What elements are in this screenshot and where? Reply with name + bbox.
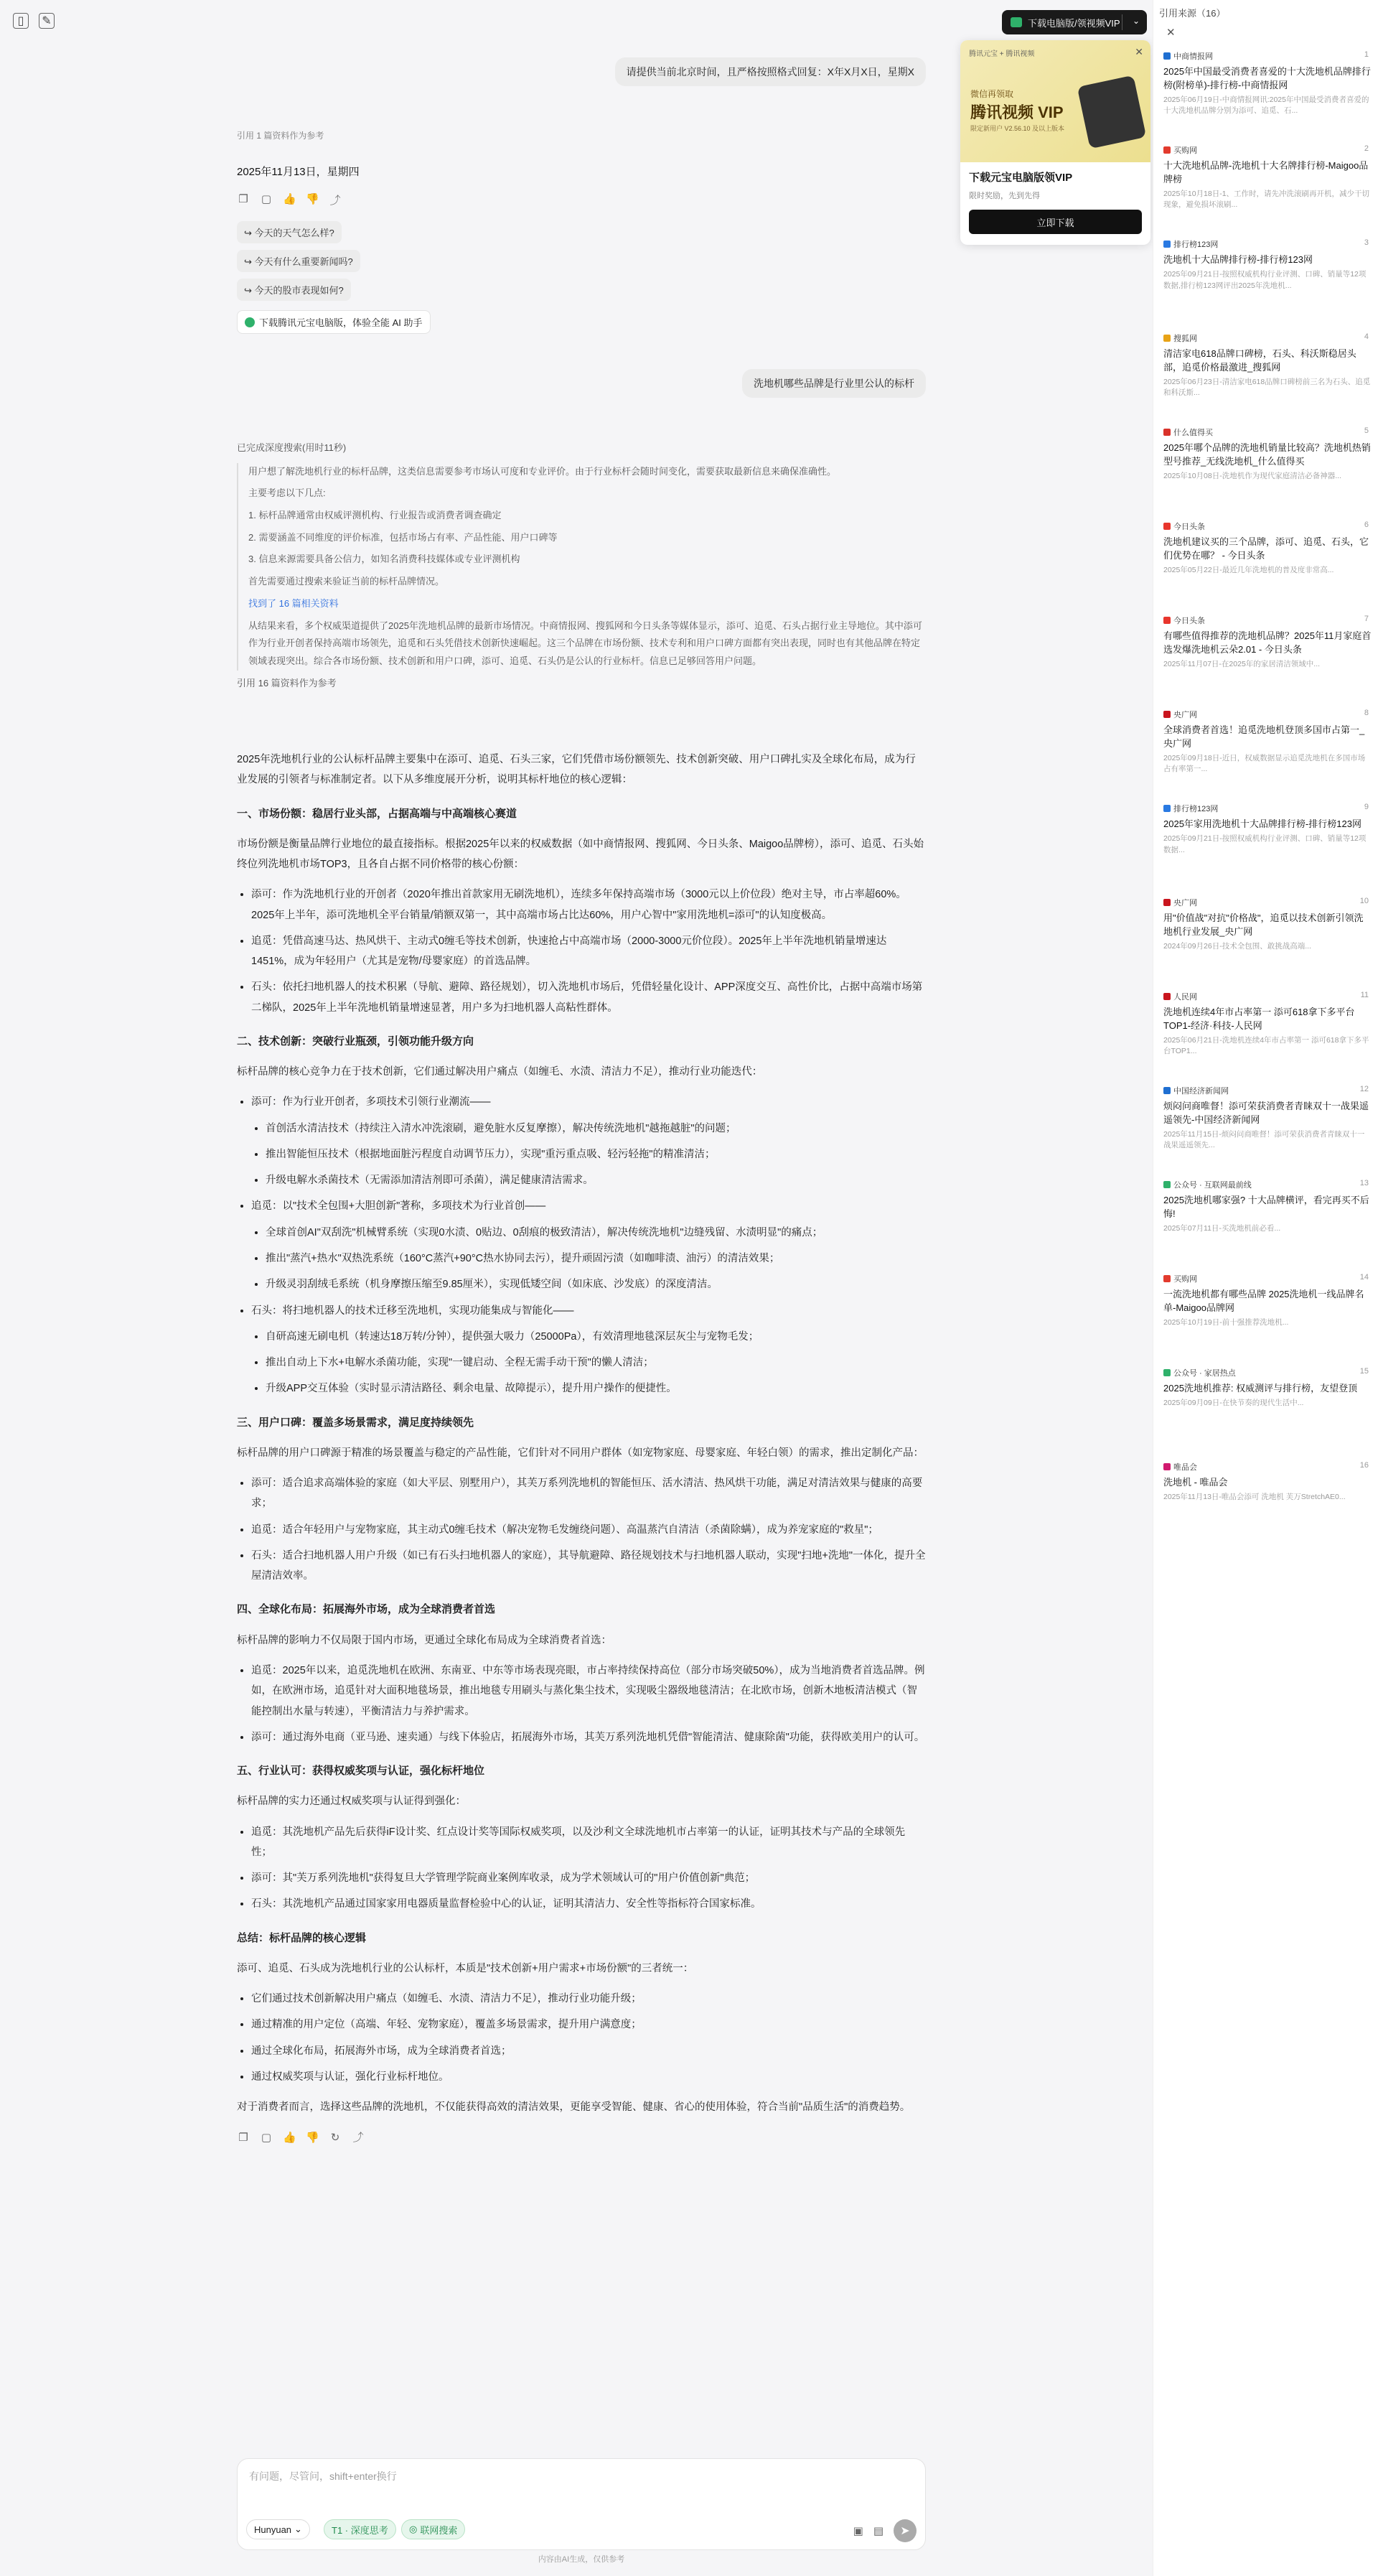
- reference-desc: 2025年09月09日-在快节奏的现代生活中...: [1163, 1398, 1304, 1407]
- reference-item[interactable]: [1163, 1273, 1372, 1340]
- section-para: 市场份额是衡量品牌行业地位的最直接指标。根据2025年以来的权威数据（如中商情报网、搜狐网、今日头条、Maigoo品牌榜），添可、追觅、石头始终位列洗地机市场TOP3，且各自占据不同价格带的核心份额：: [237, 838, 924, 871]
- source-name: 买购网: [1173, 146, 1197, 155]
- source-name: 搜狐网: [1173, 335, 1197, 343]
- thumbs-up-icon[interactable]: 👍: [283, 193, 296, 205]
- list-item: • 石头：适合扫地机器人用户升级（如已有石头扫地机器人的家庭），其导航避障、路径规划技术与扫地机器人联动，实现"扫地+洗地"一体化，提升全屋清洁效率。: [251, 1546, 926, 1587]
- list-item: • 追觅：其洗地机产品先后获得iF设计奖、红点设计奖等国际权威奖项，以及沙利文全球洗地机市占率第一的认证，证明其技术与产品的全球领先性；: [251, 1822, 926, 1863]
- reference-number: 16: [1359, 1461, 1369, 1470]
- input-tools: [853, 2519, 917, 2542]
- section-heading: 二、技术创新：突破行业瓶颈，引领功能升级方向: [237, 1035, 474, 1047]
- list-item: • 添可：作为洗地机行业的开创者（2020年推出首款家用无刷洗地机），连续多年保持高端市场（3000元以上价位段）绝对主导，市占率超60%。2025年上半年，添可洗地机全平台销量/销额双第一，其中高端市场占比达60%，用户心智中"家用洗地机=添可"的认知度极高。: [251, 885, 926, 925]
- reference-number: 5: [1364, 426, 1369, 435]
- thinking-point: 1. 标杆品牌通常由权威评测机构、行业报告或消费者调查确定: [248, 510, 502, 521]
- reference-source: [1163, 709, 1372, 720]
- vip-promo-card: [960, 40, 1150, 245]
- list-item: • 追觅：适合年轻用户与宠物家庭，其主动式0缠毛技术（解决宠物毛发缠绕问题）、高温蒸汽自清洁（杀菌除螨），成为养宠家庭的"救星"；: [251, 1520, 926, 1540]
- app-illustration: [1077, 75, 1147, 149]
- reference-source: [1163, 238, 1372, 250]
- yuanbao-icon: [245, 317, 255, 327]
- list-item: • 追觅：2025年以来，追觅洗地机在欧洲、东南亚、中东等市场表现亮眼，市占率持续保持高位（部分市场突破50%），成为当地消费者首选品牌。例如，在欧洲市场，追觅针对大面积地毯场景，推出地毯专用刷头与蒸化集尘技术，实现吸尘器级地毯清洁；在北欧市场，创新木地板清洁模式（智能控制出水量与转速），平衡清洁力与养护需求。: [251, 1661, 926, 1722]
- new-chat-icon[interactable]: ✎: [39, 13, 55, 29]
- regenerate-icon[interactable]: ↻: [330, 2132, 340, 2145]
- chevron-down-icon: ⌄: [294, 2524, 302, 2534]
- thumbs-down-icon[interactable]: 👎: [306, 2132, 319, 2145]
- reference-number: 1: [1364, 50, 1369, 59]
- source-name: 中国经济新闻网: [1173, 1087, 1229, 1096]
- reference-title[interactable]: 2025年家用洗地机十大品牌排行榜-排行榜123网: [1163, 818, 1361, 829]
- vip-banner: [960, 40, 1150, 162]
- source-name: 唯品会: [1173, 1463, 1197, 1472]
- reference-source: [1163, 1461, 1372, 1473]
- reference-item[interactable]: [1163, 1179, 1372, 1246]
- close-icon[interactable]: ✕: [1135, 46, 1143, 57]
- download-label: 下载电脑版/领视频VIP: [1028, 17, 1120, 29]
- source-logo-icon: [1163, 993, 1171, 1000]
- source-name: 今日头条: [1173, 617, 1205, 625]
- source-logo-icon: [1163, 52, 1171, 60]
- suggestion-3[interactable]: ↪ 今天的股市表现如何?: [237, 279, 351, 301]
- reference-number: 4: [1364, 332, 1369, 341]
- cite-count[interactable]: 引用 1 篇资料作为参考: [237, 131, 324, 141]
- reference-item[interactable]: [1163, 991, 1372, 1058]
- sub-list-item: • 推出智能恒压技术（根据地面脏污程度自动调节压力），实现"重污重点吸、轻污轻拖"的精准清洁；: [266, 1144, 926, 1165]
- source-logo-icon: [1163, 146, 1171, 154]
- reference-source: [1163, 332, 1372, 344]
- reference-number: 2: [1364, 144, 1369, 153]
- reference-item[interactable]: [1163, 803, 1372, 856]
- date-answer: 2025年11月13日，星期四: [237, 166, 360, 178]
- answer-body: [237, 739, 926, 2149]
- reference-number: 9: [1364, 803, 1369, 811]
- section-para: 标杆品牌的核心竞争力在于技术创新，它们通过解决用户痛点（如缠毛、水渍、清洁力不足），推动行业功能迭代：: [237, 1066, 763, 1078]
- reference-title[interactable]: 一流洗地机都有哪些品牌 2025洗地机一线品牌名单-Maigoo品牌网: [1163, 1289, 1364, 1313]
- summary-item: • 它们通过技术创新解决用户痛点（如缠毛、水渍、清洁力不足），推动行业功能升级；: [251, 1989, 926, 2009]
- summary-para: 添可、追觅、石头成为洗地机行业的公认标杆，本质是"技术创新+用户需求+市场份额"的三者统一：: [237, 1962, 694, 1974]
- reference-title[interactable]: 2025年中国最受消费者喜爱的十大洗地机品牌排行榜(附榜单)-排行榜-中商情报网: [1163, 66, 1371, 90]
- reference-title[interactable]: 2025年哪个品牌的洗地机销量比较高？洗地机热销型号推荐_无线洗地机_什么值得买: [1163, 442, 1371, 467]
- thinking-point: 3. 信息来源需要具备公信力，如知名消费科技媒体或专业评测机构: [248, 554, 520, 565]
- list-item: • 添可：通过海外电商（亚马逊、速卖通）与线下体验店，拓展海外市场，其芙万系列洗地机凭借"智能清洁、健康除菌"功能，获得欧美用户的认可。: [251, 1727, 926, 1747]
- reference-source: [1163, 1085, 1372, 1096]
- reference-desc: 2025年06月23日-清洁家电618品牌口碑榜前三名为石头、追觅和科沃斯...: [1163, 377, 1371, 398]
- reference-number: 13: [1359, 1179, 1369, 1187]
- deep-think-label: T1 · 深度思考: [332, 2524, 388, 2536]
- list-item: 添可：作为行业开创者，多项技术引领行业潮流——: [251, 1096, 491, 1109]
- thumbs-down-icon[interactable]: 👎: [306, 193, 319, 205]
- bookmark-icon[interactable]: ▢: [261, 2132, 272, 2145]
- vip-banner-line1: 微信再领取: [970, 89, 1014, 99]
- reference-source: [1163, 521, 1372, 532]
- close-icon[interactable]: ✕: [1166, 27, 1176, 39]
- list-item: 追觅：以"技术全包围+大胆创新"著称，多项技术为行业首创——: [251, 1200, 546, 1213]
- reference-title[interactable]: 清洁家电618品牌口碑榜，石头、科沃斯稳居头部，追觅价格最激进_搜狐网: [1163, 348, 1356, 373]
- reference-desc: 2025年07月11日-买洗地机前必看...: [1163, 1223, 1281, 1233]
- reference-desc: 2025年10月19日-前十强推荐洗地机...: [1163, 1317, 1289, 1327]
- source-logo-icon: [1163, 617, 1171, 624]
- vip-banner-line3: 限定新用户 V2.56.10 及以上版本: [970, 125, 1065, 132]
- bookmark-icon[interactable]: ▢: [261, 193, 272, 205]
- summary-item: • 通过精准的用户定位（高端、年轻、宠物家庭），覆盖多场景需求，提升用户满意度；: [251, 2015, 926, 2035]
- chevron-down-icon[interactable]: ⌄: [1132, 16, 1140, 26]
- thinking-p2: 主要考虑以下几点:: [248, 487, 326, 499]
- source-name: 什么值得买: [1173, 429, 1213, 437]
- reference-desc: 2025年09月18日-近日，权威数据显示追觅洗地机在多国市场占有率第一...: [1163, 753, 1366, 774]
- list-item: • 追觅：凭借高速马达、热风烘干、主动式0缠毛等技术创新，快速抢占中高端市场（2000-3000元价位段）。2025年上半年洗地机销量增速达1451%，成为年轻用户（尤其是宠物/母婴家庭）的首选品牌。: [251, 931, 926, 972]
- reference-source: [1163, 897, 1372, 908]
- reference-title[interactable]: 洗地机连续4年市占率第一 添可618拿下多平台TOP1-经济·科技-人民网: [1163, 1007, 1355, 1031]
- source-name: 公众号 · 互联网最前线: [1173, 1181, 1252, 1190]
- reference-source: [1163, 426, 1372, 438]
- reference-source: [1163, 144, 1372, 156]
- sub-list-item: • 全球首创AI"双刮洗"机械臂系统（实现0水渍、0贴边、0刮痕的极致清洁），解决传统洗地机"边缝残留、水渍明显"的痛点；: [266, 1223, 926, 1243]
- reference-item[interactable]: [1163, 709, 1372, 775]
- reference-desc: 2025年11月13日-唯品会添可 洗地机 芙万StretchAE0...: [1163, 1492, 1346, 1501]
- answer-actions-2: [237, 2127, 926, 2148]
- suggestion-1[interactable]: ↪ 今天的天气怎么样?: [237, 221, 342, 243]
- source-logo-icon: [1163, 1275, 1171, 1282]
- reference-desc: 2025年11月15日-烦闷问商唯督！添可荣获消费者青睐双十一战果遥遥领先...: [1163, 1129, 1365, 1150]
- vip-download-button[interactable]: 立即下载: [969, 210, 1142, 234]
- reference-source: [1163, 50, 1372, 62]
- copy-icon[interactable]: ❐: [238, 2132, 248, 2145]
- promo-text: 下载腾讯元宝电脑版，体验全能 AI 助手: [259, 317, 423, 328]
- vip-subtitle: 限时奖励，先到先得: [969, 192, 1040, 200]
- reference-number: 3: [1364, 238, 1369, 247]
- top-left-toolbar: [13, 13, 55, 29]
- reference-desc: 2025年06月19日-中商情报网讯:2025年中国最受消费者喜爱的十大洗地机品牌分别为添可、追觅、石...: [1163, 95, 1369, 116]
- closing-para: 对于消费者而言，选择这些品牌的洗地机，不仅能获得高效的清洁效果，更能享受智能、健康、省心的使用体验，符合当前"品质生活"的消费趋势。: [237, 2101, 911, 2114]
- sub-list-item: • 升级电解水杀菌技术（无需添加清洁剂即可杀菌），满足健康清洁需求。: [266, 1170, 926, 1190]
- reference-title[interactable]: 洗地机建议买的三个品牌，添可、追觅、石头，它们优势在哪？ - 今日头条: [1163, 536, 1369, 561]
- references-header: 引用来源（16）: [1159, 8, 1226, 19]
- reference-source: [1163, 1367, 1372, 1378]
- sidebar-toggle-icon[interactable]: ▯: [13, 13, 29, 29]
- source-name: 央广网: [1173, 711, 1197, 719]
- reference-item[interactable]: [1163, 521, 1372, 587]
- list-item: 石头：将扫地机器人的技术迁移至洗地机，实现功能集成与智能化——: [251, 1305, 574, 1317]
- source-name: 买购网: [1173, 1275, 1197, 1284]
- reference-source: [1163, 991, 1372, 1002]
- reference-source: [1163, 615, 1372, 626]
- reference-title[interactable]: 全球消费者首选！追觅洗地机登顶多国市占第一_央广网: [1163, 724, 1365, 749]
- source-logo-icon: [1163, 335, 1171, 342]
- reference-title[interactable]: 2025洗地机推荐: 权威测评与排行榜，友望登顶: [1163, 1383, 1358, 1394]
- section-para: 标杆品牌的实力还通过权威奖项与认证得到强化：: [237, 1796, 466, 1808]
- source-name: 今日头条: [1173, 523, 1205, 531]
- reference-desc: 2025年11月07日-在2025年的家居清洁领域中...: [1163, 659, 1321, 668]
- reference-title[interactable]: 有哪些值得推荐的洗地机品牌？2025年11月家庭首选发爆洗地机云朵2.01 - 今日头条: [1163, 630, 1372, 655]
- reference-source: [1163, 803, 1372, 814]
- chat-input[interactable]: 有问题，尽管问，shift+enter换行: [249, 2470, 397, 2482]
- section-heading: 四、全球化布局：拓展海外市场，成为全球消费者首选: [237, 1603, 496, 1616]
- reference-number: 10: [1359, 897, 1369, 905]
- source-logo-icon: [1163, 1463, 1171, 1470]
- send-button[interactable]: ➤: [894, 2519, 917, 2542]
- reference-item[interactable]: [1163, 144, 1372, 211]
- sub-list-item: • 自研高速无刷电机（转速达18万转/分钟），提供强大吸力（25000Pa），有效清理地毯深层灰尘与宠物毛发；: [266, 1327, 926, 1347]
- source-name: 排行榜123网: [1173, 805, 1219, 813]
- source-logo-icon: [1163, 899, 1171, 906]
- section-heading: 五、行业认可：获得权威奖项与认证，强化标杆地位: [237, 1765, 485, 1778]
- download-desktop-button[interactable]: [1002, 10, 1147, 34]
- cite-count-2[interactable]: 引用 16 篇资料作为参考: [237, 677, 337, 689]
- sub-list-item: • 首创活水清洁技术（持续注入清水冲洗滚刷，避免脏水反复摩擦），解决传统洗地机"越拖越脏"的问题；: [266, 1119, 926, 1139]
- web-search-toggle[interactable]: [401, 2519, 465, 2539]
- reference-item[interactable]: [1163, 1367, 1372, 1420]
- reference-title[interactable]: 洗地机十大品牌排行榜-排行榜123网: [1163, 254, 1313, 265]
- summary-heading: 总结：标杆品牌的核心逻辑: [237, 1931, 367, 1944]
- section-heading: 三、用户口碑：覆盖多场景需求，满足度持续领先: [237, 1416, 474, 1429]
- source-logo-icon: [1163, 241, 1171, 248]
- sub-list-item: • 推出"蒸汽+热水"双热洗系统（160°C蒸汽+90°C热水协同去污），提升顽固污渍（如咖啡渍、油污）的清洁效果；: [266, 1249, 926, 1269]
- found-sources-link[interactable]: 找到了 16 篇相关资料: [248, 597, 339, 609]
- web-search-label: 联网搜索: [420, 2524, 458, 2536]
- yuanbao-logo-icon: [1011, 17, 1022, 27]
- source-logo-icon: [1163, 711, 1171, 718]
- reference-title[interactable]: 2025洗地机哪家强? 十大品牌横评，看完再买不后悔!: [1163, 1195, 1369, 1219]
- thinking-header[interactable]: 已完成深度搜索(用时11秒): [237, 442, 347, 453]
- sub-list-item: • 推出自动上下水+电解水杀菌功能，实现"一键启动、全程无需手动干预"的懒人清洁；: [266, 1353, 926, 1373]
- reference-title[interactable]: 洗地机 - 唯品会: [1163, 1477, 1228, 1488]
- reference-title[interactable]: 用"价值战"对抗"价格战"，追觅以技术创新引领洗地机行业发展_央广网: [1163, 913, 1364, 937]
- summary-item: • 通过权威奖项与认证，强化行业标杆地位。: [251, 2067, 926, 2087]
- reference-desc: 2024年09月26日-技术全包围、敢挑战高端...: [1163, 941, 1311, 951]
- list-item: • 添可：适合追求高端体验的家庭（如大平层、别墅用户），其芙万系列洗地机的智能恒压、活水清洁、热风烘干功能，满足对清洁效果与健康的高要求；: [251, 1473, 926, 1514]
- source-name: 人民网: [1173, 993, 1197, 1002]
- reference-number: 15: [1359, 1367, 1369, 1376]
- vip-title: 下载元宝电脑版领VIP: [969, 172, 1073, 184]
- reference-source: [1163, 1179, 1372, 1190]
- list-item: • 石头：依托扫地机器人的技术积累（导航、避障、路径规划），切入洗地机市场后，凭借轻量化设计、APP深度交互、高性价比，占据中高端市场第二梯队，2025年上半年洗地机销量增速显著，用户多为扫地机器人高粘性群体。: [251, 977, 926, 1018]
- user-message: 请提供当前北京时间，且严格按照格式回复：X年X月X日，星期X: [615, 57, 926, 86]
- chat-input-box[interactable]: [237, 2458, 926, 2550]
- deep-think-toggle[interactable]: [324, 2519, 396, 2539]
- reference-desc: 2025年09月21日-按照权威机构行业评测、口碑、销量等12项数据...: [1163, 834, 1367, 854]
- source-logo-icon: [1163, 1087, 1171, 1094]
- references-panel: [1153, 0, 1378, 2576]
- ai-disclaimer: 内容由AI生成，仅供参考: [538, 2555, 625, 2564]
- list-item: • 添可：其"芙万系列洗地机"获得复旦大学管理学院商业案例库收录，成为学术领域认可的"用户价值创新"典范；: [251, 1868, 926, 1888]
- reference-source: [1163, 1273, 1372, 1284]
- reference-number: 11: [1360, 991, 1369, 999]
- source-logo-icon: [1163, 1369, 1171, 1376]
- reference-item[interactable]: [1163, 1461, 1372, 1514]
- source-logo-icon: [1163, 805, 1171, 812]
- sub-list-item: • 升级灵羽刮绒毛系统（机身摩擦压缩至9.85厘米），实现低矮空间（如床底、沙发底）的深度清洁。: [266, 1274, 926, 1294]
- reference-desc: 2025年05月22日-最近几年洗地机的普及度非常高...: [1163, 565, 1334, 574]
- source-name: 中商情报网: [1173, 52, 1213, 61]
- reference-item[interactable]: [1163, 50, 1372, 117]
- reference-desc: 2025年06月21日-洗地机连续4年市占率第一 添可618拿下多平台TOP1...: [1163, 1035, 1369, 1056]
- section-para: 标杆品牌的影响力不仅局限于国内市场，更通过全球化布局成为全球消费者首选：: [237, 1634, 611, 1646]
- answer-actions: [237, 192, 342, 207]
- source-logo-icon: [1163, 429, 1171, 436]
- reference-item[interactable]: [1163, 615, 1372, 681]
- reference-item[interactable]: [1163, 238, 1372, 291]
- file-upload-icon[interactable]: ▤: [873, 2525, 883, 2537]
- reference-title[interactable]: 烦闷问商唯督！添可荣获消费者青睐双十一战果遥遥领先-中国经济新闻网: [1163, 1101, 1369, 1125]
- source-name: 排行榜123网: [1173, 241, 1219, 249]
- source-logo-icon: [1163, 523, 1171, 530]
- image-upload-icon[interactable]: ▣: [853, 2525, 863, 2537]
- reference-item[interactable]: [1163, 426, 1372, 493]
- source-logo-icon: [1163, 1181, 1171, 1188]
- model-selector[interactable]: [246, 2519, 310, 2539]
- user-message-2: 洗地机哪些品牌是行业里公认的标杆: [742, 369, 926, 398]
- thinking-point: 2. 需要涵盖不同维度的评价标准，包括市场占有率、产品性能、用户口碑等: [248, 531, 558, 543]
- section-para: 标杆品牌的用户口碑源于精准的场景覆盖与稳定的产品性能，它们针对不同用户群体（如宠物家庭、母婴家庭、年轻白领）的需求，推出定制化产品：: [237, 1447, 924, 1459]
- copy-icon[interactable]: ❐: [238, 193, 248, 205]
- vip-banner-tag: 腾讯元宝 + 腾讯视频: [969, 50, 1035, 58]
- reference-number: 8: [1364, 709, 1369, 717]
- thinking-block: [237, 439, 926, 692]
- reference-title[interactable]: 十大洗地机品牌-洗地机十大名牌排行榜-Maigoo品牌榜: [1163, 160, 1369, 185]
- section-heading: 一、市场份额：稳居行业头部，占据高端与中高端核心赛道: [237, 807, 517, 820]
- suggestion-2[interactable]: ↪ 今天有什么重要新闻吗?: [237, 250, 360, 272]
- summary-item: • 通过全球化布局，拓展海外市场，成为全球消费者首选；: [251, 2041, 926, 2061]
- reference-item[interactable]: [1163, 1085, 1372, 1152]
- reference-desc: 2025年10月08日-洗地机作为现代家庭清洁必备神器...: [1163, 471, 1341, 480]
- model-label: Hunyuan: [254, 2524, 292, 2535]
- source-name: 央广网: [1173, 899, 1197, 907]
- reference-number: 12: [1359, 1085, 1369, 1093]
- vip-banner-line2: 腾讯视频 VIP: [970, 103, 1064, 121]
- reference-desc: 2025年10月18日-1、工作时，请先冲洗滚刷再开机，减少干切现象，避免损坏滚刷...: [1163, 189, 1370, 210]
- answer-intro: 2025年洗地机行业的公认标杆品牌主要集中在添可、追觅、石头三家，它们凭借市场份额领先、技术创新突破、用户口碑扎实及全球化布局，成为行业发展的引领者与标准制定者。以下从多维度展开分析，说明其标杆地位的核心逻辑：: [237, 754, 916, 786]
- thinking-p1: 用户想了解洗地机行业的标杆品牌，这类信息需要参考市场认可度和专业评价。由于行业标杆会随时间变化，需要获取最新信息来确保准确性。: [248, 465, 837, 477]
- reference-item[interactable]: [1163, 897, 1372, 963]
- reference-desc: 2025年09月21日-按照权威机构行业评测、口碑、销量等12项数据,排行榜123网评出2025年洗地机...: [1163, 269, 1367, 290]
- list-item: • 石头：其洗地机产品通过国家家用电器质量监督检验中心的认证，证明其清洁力、安全性等指标符合国家标准。: [251, 1894, 926, 1914]
- reference-number: 14: [1359, 1273, 1369, 1282]
- share-icon[interactable]: ⤴: [329, 195, 341, 207]
- download-promo[interactable]: [237, 310, 431, 334]
- reference-number: 6: [1364, 521, 1369, 529]
- reference-item[interactable]: [1163, 332, 1372, 399]
- source-name: 公众号 · 家居热点: [1173, 1369, 1236, 1378]
- sub-list-item: • 升级APP交互体验（实时显示清洁路径、剩余电量、故障提示），提升用户操作的便捷性。: [266, 1378, 926, 1399]
- thinking-p4: 从结果来看，多个权威渠道提供了2025年洗地机品牌的最新市场情况。中商情报网、搜狐网和今日头条等媒体显示，添可、追觅、石头占据行业主导地位。其中添可作为行业开创者保持高端市场领先，追觅和石头凭借技术创新快速崛起。这三个品牌在市场份额、技术专利和用户口碑方面都有突出表现，同时也有其他品牌在特定领域表现突出。综合各市场份额、技术创新和用户口碑，添可、追觅、石头仍是公认的行业标杆。信息已足够回答用户问题。: [248, 620, 922, 666]
- reference-number: 7: [1364, 615, 1369, 623]
- globe-icon: ◎: [409, 2524, 418, 2534]
- share-icon[interactable]: ⤴: [352, 2132, 364, 2145]
- thumbs-up-icon[interactable]: 👍: [283, 2132, 296, 2145]
- thinking-p3: 首先需要通过搜索来验证当前的标杆品牌情况。: [248, 576, 445, 587]
